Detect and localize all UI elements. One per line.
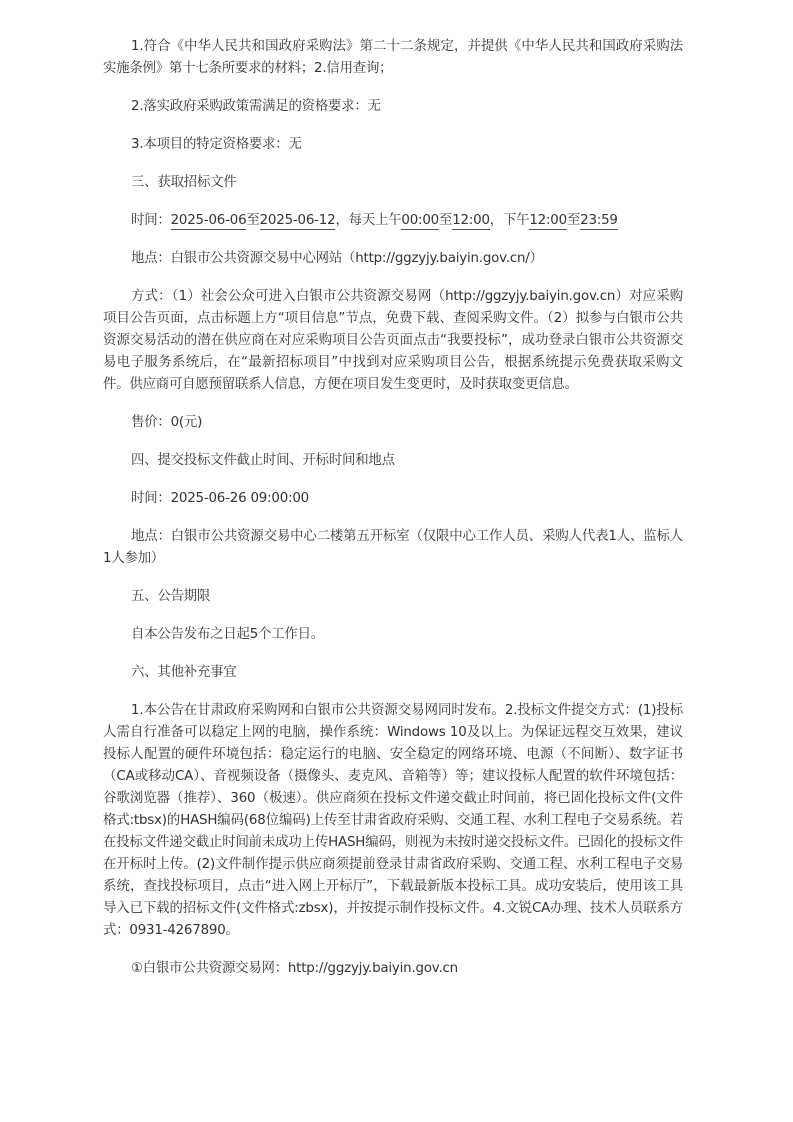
section-6-content: 1.本公告在甘肃政府采购网和白银市公共资源交易网同时发布。2.投标文件提交方式：(1)投标人需自行准备可以稳定上网的电脑，操作系统：Windows 10及以上。为保证远程交互效果，建议投标人配置的硬件环境包括：稳定运行的电脑、安全稳定的网络环境、电源（不间断）、数字证书（CA或移动CA）、音视频设备（摄像头、麦克风、音箱等）等；建议投标人配置的软件环境包括：谷歌浏览器（推荐）、360（极速）。供应商须在投标文件递交截止时间前，将已固化投标文件(文件格式:tbsx)的HASH编码(68位编码)上传至甘肃省政府采购、交通工程、水利工程电子交易系统。若在投标文件递交截止时间前未成功上传HASH编码，则视为未按时递交投标文件。已固化的投标文件在开标时上传。(2)文件制作提示供应商须提前登录甘肃省政府采购、交通工程、水利工程电子交易系统，查找投标项目，点击“进入网上开标厅”，下载最新版本投标工具。成功安装后，使用该工具导入已下载的招标文件(文件格式:zbsx)，并按提示制作投标文件。4.文锐CA办理、技术人员联系方式：0931-4267890。 [103,703,683,938]
end-date: 2025-06-12 [259,213,336,228]
time-label: 时间： [131,213,171,228]
pm-text: ，下午 [489,213,530,228]
to-text: 至 [566,213,581,228]
section-4-time: 时间：2025-06-26 09:00:00 [131,491,309,506]
section-5-heading: 五、公告期限 [131,589,211,604]
to-text: 至 [438,213,453,228]
am-start-time: 00:00 [401,213,439,228]
qualification-item-1: 1.符合《中华人民共和国政府采购法》第二十二条规定，并提供《中华人民共和国政府采购法实施条例》第十七条所要求的材料；2.信用查询； [103,39,683,76]
section-4-heading: 四、提交投标文件截止时间、开标时间和地点 [131,453,395,468]
section-6-heading: 六、其他补充事宜 [131,665,237,680]
pm-start-time: 12:00 [529,213,567,228]
section-3-method: 方式：（1）社会公众可进入白银市公共资源交易网（http://ggzyjy.baiyin.gov.cn）对应采购项目公告页面，点击标题上方“项目信息”节点，免费下载、查阅采购文件。（2）拟参与白银市公共资源交易活动的潜在供应商在对应采购项目公告页面点击“我要投标”，成功登录白银市公共资源交易电子服务系统后，在“最新招标项目”中找到对应采购项目公告，根据系统提示免费获取采购文件。供应商可自愿预留联系人信息，方便在项目发生变更时，及时获取变更信息。 [103,289,683,392]
section-3-heading: 三、获取招标文件 [131,175,237,190]
daily-am-text: ，每天上午 [335,213,402,228]
qualification-item-3: 3.本项目的特定资格要求：无 [131,137,302,152]
section-3-time [103,210,683,232]
qualification-item-2: 2.落实政府采购政策需满足的资格要求：无 [131,99,381,114]
announcement-document [103,36,683,996]
section-6-link-item: ①白银市公共资源交易网：http://ggzyjy.baiyin.gov.cn [131,961,458,976]
section-5-content: 自本公告发布之日起5个工作日。 [131,627,324,642]
section-3-place: 地点：白银市公共资源交易中心网站（http://ggzyjy.baiyin.gov.cn/） [131,251,543,266]
section-3-price: 售价：0(元) [131,415,203,430]
start-date: 2025-06-06 [170,213,247,228]
am-end-time: 12:00 [452,213,490,228]
pm-end-time: 23:59 [580,213,618,228]
section-4-place: 地点：白银市公共资源交易中心二楼第五开标室（仅限中心工作人员、采购人代表1人、监标人1人参加） [103,529,683,566]
to-text: 至 [246,213,260,228]
